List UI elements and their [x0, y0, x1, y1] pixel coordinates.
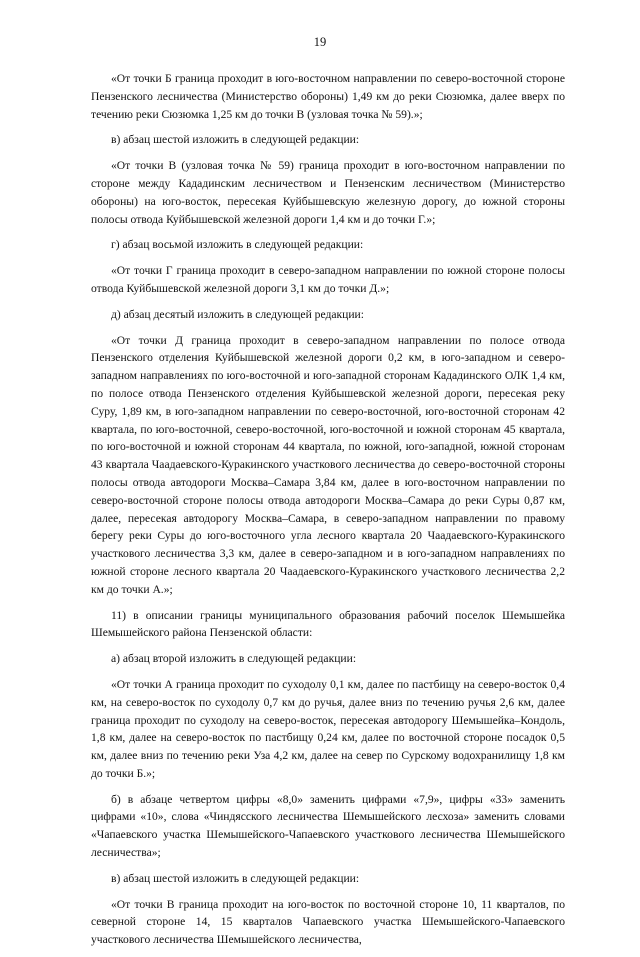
document-body — [91, 70, 565, 957]
instruction-d-paragraph-ten: д) абзац десятый изложить в следующей редакции: — [111, 307, 364, 321]
instruction-g-paragraph-eight: г) абзац восьмой изложить в следующей редакции: — [111, 238, 364, 252]
instruction-b-paragraph-four: б) в абзаце четвертом цифры «8,0» заменить цифрами «7,9», цифры «33» заменить цифрами «10», слова «Чиндясского лесничества Шемышейского лесхоза» заменить словами «Чапаевского участка Шемышейского-Чапаевского участкового лесничества Шемышейского лесничества»; — [91, 792, 565, 860]
page-number: 19 — [313, 35, 327, 49]
paragraph-point-b: «От точки Б граница проходит в юго-восточном направлении по северо-восточной стороне Пензенского лесничества (Министерство обороны) 1,49 км до реки Сюзюмка, далее вверх по течению реки Сюзюмка 1,25 км до точки В (узловая точка № 59).»; — [91, 72, 565, 121]
paragraph-point-a: «От точки А граница проходит по суходолу 0,1 км, далее по пастбищу на северо-восток 0,4 км, на северо-восток по суходолу 0,7 км до ручья, далее вниз по течению ручья 2,6 км, далее граница проходит по суходолу на северо-восток, пересекая автодорогу Шемышейка–Кондоль, 1,8 км, далее на северо-восток по пастбищу 0,24 км, далее по восточной стороне посадок 0,5 км, далее вниз по течению реки Уза 4,2 км, далее на север по Сурскому водохранилищу 1,8 км до точки Б.»; — [91, 677, 565, 780]
paragraph-point-v-2: «От точки В граница проходит на юго-восток по восточной стороне 10, 11 кварталов, по северной стороне 14, 15 кварталов Чапаевского участка Шемышейского-Чапаевского участкового лесничества Шемышейского лесничества, — [91, 897, 565, 947]
paragraph-point-g: «От точки Г граница проходит в северо-западном направлении по южной стороне полосы отвода Куйбышевской железной дороги 3,1 км до точки Д.»; — [91, 264, 565, 295]
paragraph-point-v: «От точки В (узловая точка № 59) граница проходит в юго-восточном направлении по стороне между Кададинским лесничеством и Пензенским лесничеством (Министерство обороны) на юго-восток, пересекая Куйбышевскую железную дорогу, до южной стороны полосы отвода Куйбышевской железной дороги 1,4 км и до точки Г.»; — [91, 159, 565, 226]
instruction-a-paragraph-two: а) абзац второй изложить в следующей редакции: — [111, 652, 357, 666]
paragraph-point-d: «От точки Д граница проходит в северо-западном направлении по полосе отвода Пензенского отделения Куйбышевской железной дороги 0,2 км, в юго-западном и северо-западном направлениях по юго-восточной и юго-западной сторонам Кададинского ОЛК 1,4 км, по полосе отвода Пензенского отделения Куйбышевской железной дороги, пересекая реку Суру, 1,89 км, в юго-западном направлении по северо-восточной, юго-восточной сторонам 42 квартала, по юго-восточной, северо-восточной, юго-восточной и южной сторонам 45 квартала, по юго-восточной и южной сторонам 44 квартала, по южной, юго-западной, южной сторонам 43 квартала Чаадаевского-Куракинского участкового лесничества до северо-восточной стороны полосы отвода автодороги Москва–Самара 3,84 км, далее в юго-восточном направлении по северо-восточной стороне полосы отвода автодороги Москва–Самара до реки Суры 0,87 км, далее, пересекая автодорогу Москва–Самара, в северо-западном направлении по правому берегу реки Суры до юго-восточного угла лесного квартала 20 Чаадаевского-Куракинского участкового лесничества 3,3 км, далее в северо-западном и в юго-западном направлениях по южной стороне лесного квартала 20 Чаадаевского-Куракинского участкового лесничества 2,2 км до точки А.»; — [91, 333, 565, 596]
instruction-v-paragraph-six-2: в) абзац шестой изложить в следующей редакции: — [111, 871, 360, 885]
instruction-v-paragraph-six: в) абзац шестой изложить в следующей редакции: — [111, 133, 360, 147]
section-11-heading: 11) в описании границы муниципального образования рабочий поселок Шемышейка Шемышейского района Пензенской области: — [91, 608, 565, 640]
